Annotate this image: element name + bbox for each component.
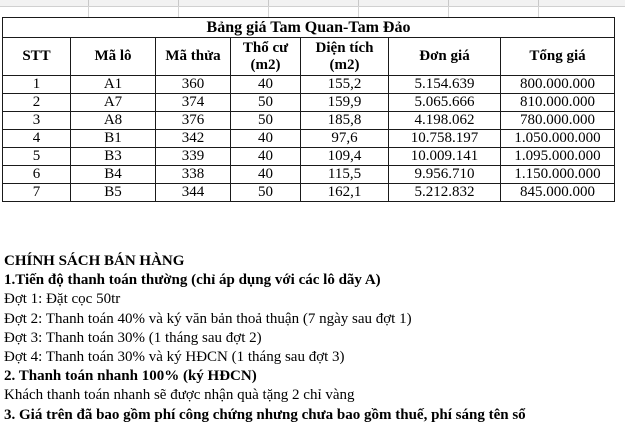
- cell-don-gia[interactable]: 5.154.639: [389, 76, 501, 94]
- cell-stt[interactable]: 2: [3, 94, 71, 112]
- table-header-row: [3, 38, 615, 76]
- cell-tho-cu[interactable]: 40: [231, 76, 301, 94]
- cell-ma-thua[interactable]: 360: [156, 76, 231, 94]
- cell-ma-lo[interactable]: A1: [71, 76, 156, 94]
- policy-heading: CHÍNH SÁCH BÁN HÀNG: [4, 253, 185, 269]
- cell-dien-tich[interactable]: 162,1: [301, 184, 389, 202]
- policy-line: Đợt 3: Thanh toán 30% (1 tháng sau đợt 2): [4, 329, 262, 346]
- cell-tong-gia[interactable]: 810.000.000: [501, 94, 615, 112]
- table-title: Bảng giá Tam Quan-Tam Đảo: [2, 17, 615, 37]
- header-don-gia: Đơn giá: [389, 38, 501, 76]
- policy-line: Khách thanh toán nhanh sẽ được nhận quà tặng 2 chỉ vàng: [4, 387, 355, 404]
- header-ma-thua: Mã thửa: [156, 38, 231, 76]
- cell-tho-cu[interactable]: 50: [231, 94, 301, 112]
- cell-dien-tich[interactable]: 185,8: [301, 112, 389, 130]
- cell-stt[interactable]: 4: [3, 130, 71, 148]
- table-row: [3, 76, 615, 94]
- header-tho-cu: Thổ cư (m2): [231, 38, 301, 76]
- cell-don-gia[interactable]: 10.009.141: [389, 148, 501, 166]
- cell-stt[interactable]: 6: [3, 166, 71, 184]
- cell-don-gia[interactable]: 9.956.710: [389, 166, 501, 184]
- policy-line: Đợt 2: Thanh toán 40% và ký văn bản thoả thuận (7 ngày sau đợt 1): [4, 310, 412, 327]
- cell-tho-cu[interactable]: 50: [231, 184, 301, 202]
- header-ma-lo: Mã lô: [71, 38, 156, 76]
- sales-policy: [4, 252, 624, 425]
- cell-tong-gia[interactable]: 780.000.000: [501, 112, 615, 130]
- header-dien-tich: Diện tích (m2): [301, 38, 389, 76]
- cell-tong-gia[interactable]: 845.000.000: [501, 184, 615, 202]
- cell-ma-thua[interactable]: 338: [156, 166, 231, 184]
- cell-dien-tich[interactable]: 155,2: [301, 76, 389, 94]
- table-row: [3, 184, 615, 202]
- cell-ma-lo[interactable]: B3: [71, 148, 156, 166]
- cell-dien-tich[interactable]: 159,9: [301, 94, 389, 112]
- header-tong-gia: Tổng giá: [501, 38, 615, 76]
- table-row: [3, 130, 615, 148]
- cell-ma-thua[interactable]: 376: [156, 112, 231, 130]
- cell-ma-lo[interactable]: A7: [71, 94, 156, 112]
- cell-tong-gia[interactable]: 1.050.000.000: [501, 130, 615, 148]
- cell-ma-lo[interactable]: B4: [71, 166, 156, 184]
- cell-stt[interactable]: 5: [3, 148, 71, 166]
- cell-ma-lo[interactable]: B5: [71, 184, 156, 202]
- cell-don-gia[interactable]: 5.065.666: [389, 94, 501, 112]
- cell-ma-thua[interactable]: 339: [156, 148, 231, 166]
- cell-stt[interactable]: 3: [3, 112, 71, 130]
- policy-line: Đợt 4: Thanh toán 30% và ký HĐCN (1 tháng sau đợt 3): [4, 349, 345, 366]
- cell-ma-thua[interactable]: 374: [156, 94, 231, 112]
- cell-tho-cu[interactable]: 50: [231, 112, 301, 130]
- cell-tong-gia[interactable]: 800.000.000: [501, 76, 615, 94]
- spreadsheet-header-strip: [0, 0, 625, 7]
- table-row: [3, 94, 615, 112]
- cell-don-gia[interactable]: 10.758.197: [389, 130, 501, 148]
- cell-tho-cu[interactable]: 40: [231, 148, 301, 166]
- cell-dien-tich[interactable]: 97,6: [301, 130, 389, 148]
- price-table: [2, 17, 615, 202]
- policy-line: 3. Giá trên đã bao gồm phí công chứng nhưng chưa bao gồm thuế, phí sáng tên sổ: [4, 406, 526, 423]
- table-row: [3, 166, 615, 184]
- cell-ma-thua[interactable]: 344: [156, 184, 231, 202]
- cell-tong-gia[interactable]: 1.095.000.000: [501, 148, 615, 166]
- policy-line: 1.Tiến độ thanh toán thường (chỉ áp dụng với các lô dãy A): [4, 272, 381, 289]
- cell-dien-tich[interactable]: 109,4: [301, 148, 389, 166]
- header-stt: STT: [3, 38, 71, 76]
- cell-don-gia[interactable]: 4.198.062: [389, 112, 501, 130]
- cell-tong-gia[interactable]: 1.150.000.000: [501, 166, 615, 184]
- table-row: [3, 148, 615, 166]
- cell-tho-cu[interactable]: 40: [231, 166, 301, 184]
- cell-tho-cu[interactable]: 40: [231, 130, 301, 148]
- cell-dien-tich[interactable]: 115,5: [301, 166, 389, 184]
- cell-ma-thua[interactable]: 342: [156, 130, 231, 148]
- cell-ma-lo[interactable]: A8: [71, 112, 156, 130]
- cell-stt[interactable]: 1: [3, 76, 71, 94]
- table-row: [3, 112, 615, 130]
- table-body: [3, 76, 615, 202]
- cell-don-gia[interactable]: 5.212.832: [389, 184, 501, 202]
- cell-ma-lo[interactable]: B1: [71, 130, 156, 148]
- policy-line: 2. Thanh toán nhanh 100% (ký HĐCN): [4, 368, 257, 385]
- policy-line: Đợt 1: Đặt cọc 50tr: [4, 291, 121, 308]
- cell-stt[interactable]: 7: [3, 184, 71, 202]
